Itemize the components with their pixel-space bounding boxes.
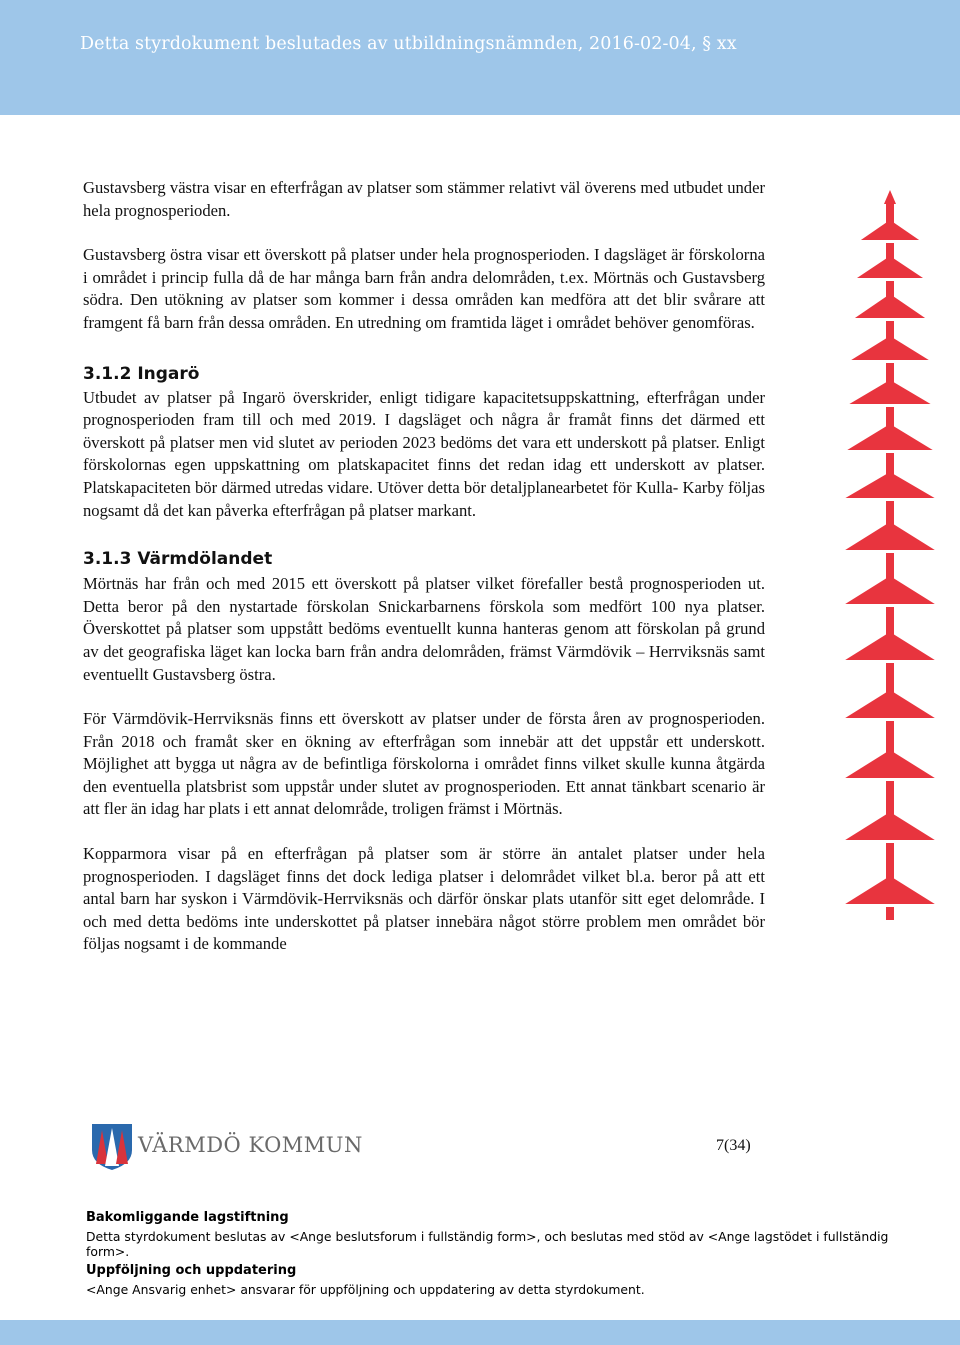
- paragraph: Kopparmora visar på en efterfrågan på platser som är större än antalet platser under hela prognosperioden. I dagsläget finns det dock lediga platser i delområdet vilket bl.a. beror på att ett antal barn har syskon i Värmdövik-Herrviksnäs och därför önskar plats utanför sitt eget delområde. I och med detta bedöms inte underskottet på platser innebära något större problem men området bör följas nogsamt i de kommande: [83, 844, 765, 954]
- section-heading-ingaro: 3.1.2 Ingarö: [83, 363, 200, 384]
- paragraph: För Värmdövik-Herrviksnäs finns ett överskott av platser under de första åren av prognosperioden. Från 2018 och framåt sker en ökning av efterfrågan som innebär att det uppstår ett underskott. Möjlighet att bygga ut några av de befintliga förskolorna i området finns vilket skulle kunna åtgärda den eventuella platsbrist som uppstår under slutet av prognosperioden. Ett annat tänkbart scenario är att fler än idag har plats i ett annat delområde, troligen främst i Mörtnäs.: [83, 709, 765, 819]
- footer-title-legislation: Bakomliggande lagstiftning: [86, 1210, 289, 1225]
- footer-text-followup: <Ange Ansvarig enhet> ansvarar för uppföljning och uppdatering av detta styrdokument.: [86, 1282, 645, 1297]
- header-text: Detta styrdokument beslutades av utbildningsnämnden, 2016-02-04, § xx: [80, 34, 737, 54]
- paragraph: Utbudet av platser på Ingarö överskrider, enligt tidigare kapacitetsuppskattning, efterfrågan under prognosperioden fram till och med 2019. I dagsläget och några år framåt finns det därmed ett överskott på platser men vid slutet av perioden 2023 bedöms det vara ett underskott på platser. Enligt förskolornas egen uppskattning om platskapacitet finns det redan idag ett underskott av platser. Platskapaciteten bör därmed utredas vidare. Utöver detta bör detaljplanearbetet för Kulla- Karby följas nogsamt då det kan påverka efterfrågan på platser markant.: [83, 387, 765, 520]
- paragraph: Gustavsberg östra visar ett överskott på platser under hela prognosperioden. I dagsläget är förskolorna i området i princip fulla då de har många barn från andra delområden, t.ex. Mörtnäs och Gustavsberg södra. Den utökning av platser som kommer i dessa områden kan medföra att det blir svårare att framgent få barn från dessa områden. En utredning om framtida läget i området behöver genomföras.: [83, 245, 765, 332]
- paragraph: Mörtnäs har från och med 2015 ett överskott på platser vilket förefaller bestå prognosperioden ut. Detta beror på den nystartade förskolan Snickarbarnens förskola som medfört 100 nya platser. Överskottet på platser som uppstått bedöms eventuellt kunna hanteras genom att förskolan på grund av det geografiska läget kan locka barn från andra delområden, främst Värmdövik – Herrviksnäs samt eventuellt Gustavsberg östra.: [83, 574, 765, 684]
- footer-band: [0, 1320, 960, 1345]
- page-number: 7(34): [716, 1137, 751, 1154]
- header-band: [0, 0, 960, 115]
- footer-title-followup: Uppföljning och uppdatering: [86, 1263, 297, 1278]
- paragraph: Gustavsberg västra visar en efterfrågan av platser som stämmer relativt väl överens med utbudet under hela prognosperioden.: [83, 178, 765, 220]
- document-body: [83, 177, 765, 956]
- red-tree-icon: [842, 190, 938, 920]
- section-heading-varmdolandet: 3.1.3 Värmdölandet: [83, 549, 273, 570]
- footer-text-legislation: Detta styrdokument beslutas av <Ange beslutsforum i fullständig form>, och beslutas med stöd av <Ange lagstödet i fullständig form>.: [86, 1229, 889, 1259]
- municipality-logo-text: VÄRMDÖ KOMMUN: [138, 1133, 363, 1157]
- varmdo-coat-of-arms-icon: [92, 1124, 132, 1170]
